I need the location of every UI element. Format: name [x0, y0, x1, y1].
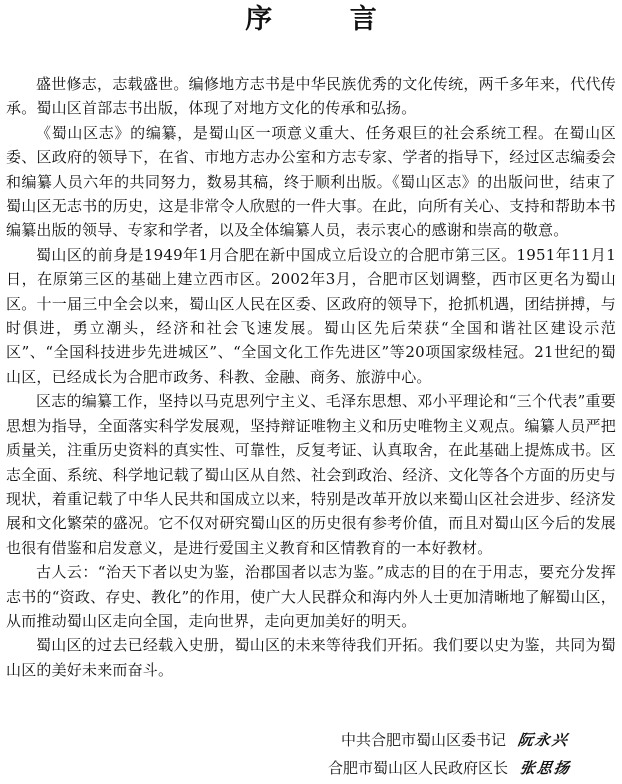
paragraph-5: 古人云：“治天下者以史为鉴，治郡国者以志为鉴。”成志的目的在于用志，要充分发挥志书的“资政、存史、教化”的作用，使广大人民群众和海内外人士更加清晰地了解蜀山区，从而推动蜀山区走向全国，走向世界，走向更加美好的明天。: [6, 563, 616, 630]
signature-title: 中共合肥市蜀山区委书记: [340, 731, 506, 749]
signature-block-district-head: [0, 755, 622, 781]
signature-title: 合肥市蜀山区人民政府区长: [327, 759, 508, 777]
signature-name: 张思扬: [518, 759, 573, 777]
page-title: 序 言: [245, 4, 411, 35]
signature-block-party-secretary: [0, 727, 622, 753]
preface-body: [6, 72, 616, 682]
paragraph-3: 蜀山区的前身是1949年1月合肥在新中国成立后设立的合肥市第三区。1951年11月1日，在原第三区的基础上建立西市区。2002年3月，合肥市区划调整，西市区更名为蜀山区。十一届三中全会以来，蜀山区人民在区委、区政府的领导下，抢抓机遇，团结拼搏，与时俱进，勇立潮头，经济和社会飞速发展。蜀山区先后荣获“全国和谐社区建设示范区”、“全国科技进步先进城区”、“全国文化工作先进区”等20项国家级桂冠。21世纪的蜀山区，已经成长为合肥市政务、科教、金融、商务、旅游中心。: [6, 245, 616, 386]
paragraph-1: 盛世修志，志载盛世。编修地方志书是中华民族优秀的文化传统，两千多年来，代代传承。蜀山区首部志书出版，体现了对地方文化的传承和弘扬。: [6, 75, 616, 118]
paragraph-6: 蜀山区的过去已经载入史册，蜀山区的未来等待我们开拓。我们要以史为鉴，共同为蜀山区的美好未来而奋斗。: [6, 636, 616, 679]
paragraph-4: 区志的编纂工作，坚持以马克思列宁主义、毛泽东思想、邓小平理论和“三个代表”重要思想为指导，全面落实科学发展观，坚持辩证唯物主义和历史唯物主义观点。编纂人员严把质量关，注重历史资料的真实性、可靠性，反复考证、认真取舍，在此基础上提炼成书。区志全面、系统、科学地记载了蜀山区从自然、社会到政治、经济、文化等各个方面的历史与现状，着重记载了中华人民共和国成立以来，特别是改革开放以来蜀山区社会进步、经济发展和文化繁荣的盛况。它不仅对研究蜀山区的历史很有参考价值，而且对蜀山区今后的发展也很有借鉴和启发意义，是进行爱国主义教育和区情教育的一本好教材。: [6, 392, 616, 557]
paragraph-2: 《蜀山区志》的编纂，是蜀山区一项意义重大、任务艰巨的社会系统工程。在蜀山区委、区政府的领导下，在省、市地方志办公室和方志专家、学者的指导下，经过区志编委会和编纂人员六年的共同努力，数易其稿，终于顺利出版。《蜀山区志》的出版问世，结束了蜀山区无志书的历史，这是非常令人欣慰的一件大事。在此，向所有关心、支持和帮助本书编纂出版的领导、专家和学者，以及全体编纂人员，表示衷心的感谢和崇高的敬意。: [6, 123, 616, 240]
signature-name: 阮永兴: [516, 731, 571, 749]
